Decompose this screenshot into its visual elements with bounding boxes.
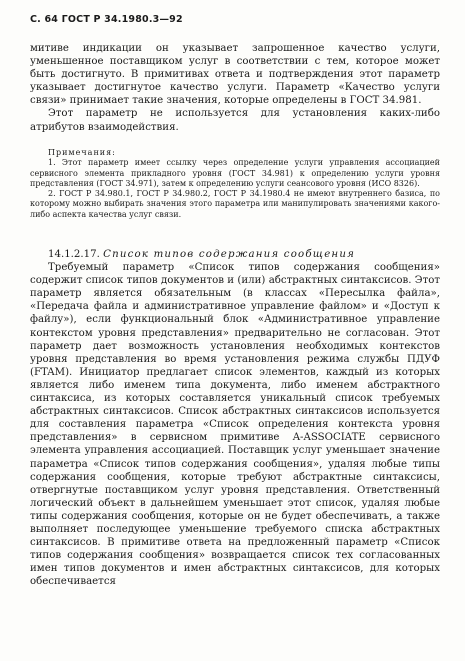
section-heading	[30, 248, 440, 261]
paragraph-continuation: митиве индикации он указывает запрошенное качество услуги, уменьшенное поставщиком услуг в соответствии с тем, которое может быть достигнуто. В примитивах ответа и подтверждения этот параметр указывает достигнутое качество услуги. Параметр «Качество услуги связи» принимает такие значения, которые определены в ГОСТ 34.981.	[30, 43, 440, 107]
notes-heading: Примечания:	[48, 148, 116, 157]
text-block-top	[30, 42, 440, 134]
notes-block	[30, 148, 440, 220]
note-item-1: 1. Этот параметр имеет ссылку через определение услуги управления ассоциацией сервисного элемента прикладного уровня (ГОСТ 34.981) к определению услуги уровня представления (ГОСТ 34.971), затем к определению услуги сеансового уровня (ИСО 8326).	[30, 158, 440, 188]
note-item-2: 2. ГОСТ Р 34.980.1, ГОСТ Р 34.980.2, ГОСТ Р 34.1980.4 не имеют внутреннего базиса, по которому можно выбирать значения этого параметра или манипулировать значениями какого-либо аспекта качества услуг связи.	[30, 189, 440, 219]
section-paragraph: Требуемый параметр «Список типов содержания сообщения» содержит список типов документов и (или) абстрактных синтаксисов. Этот параметр является обязательным (в классах «Пересылка файла», «Передача файла и административное управление файлом» и «Доступ к файлу»), если функциональный блок «Административное управление контекстом уровня представления» предварительно не согласован. Этот параметр дает возможность установления необходимых контекстов уровня представления во время установления режима службы ПДУФ (FTAM). Инициатор предлагает список элементов, каждый из которых является либо именем типа документа, либо именем абстрактного синтаксиса, из которых составляется уникальный список требуемых абстрактных синтаксисов. Список абстрактных синтаксисов используется для составления параметра «Список определения контекста уровня представления» в сервисном примитиве A-ASSOCIATE сервисного элемента управления ассоциацией. Поставщик услуг уменьшает значение параметра «Список типов содержания сообщения», удаляя любые типы содержания сообщения, которые требуют абстрактные синтаксисы, отвергнутые поставщиком услуг уровня представления. Ответственный логический объект в дальнейшем уменьшает этот список, удаляя любые типы содержания сообщения, которые он не будет обеспечивать, а также выполняет последующее уменьшение требуемого списка абстрактных синтаксисов. В примитиве ответа на предложенный параметр «Список типов содержания сообщения» возвращается список тех согласованных имен типов документов и имен абстрактных синтаксисов, для которых обеспечивается	[30, 262, 440, 588]
section-number: 14.1.2.17.	[48, 249, 100, 260]
section-block	[30, 248, 440, 588]
section-title: Список типов содержания сообщения	[103, 249, 356, 260]
page-header: С. 64 ГОСТ Р 34.1980.3—92	[30, 14, 183, 25]
paragraph: Этот параметр не используется для установления каких-либо атрибутов взаимодействия.	[30, 108, 440, 133]
